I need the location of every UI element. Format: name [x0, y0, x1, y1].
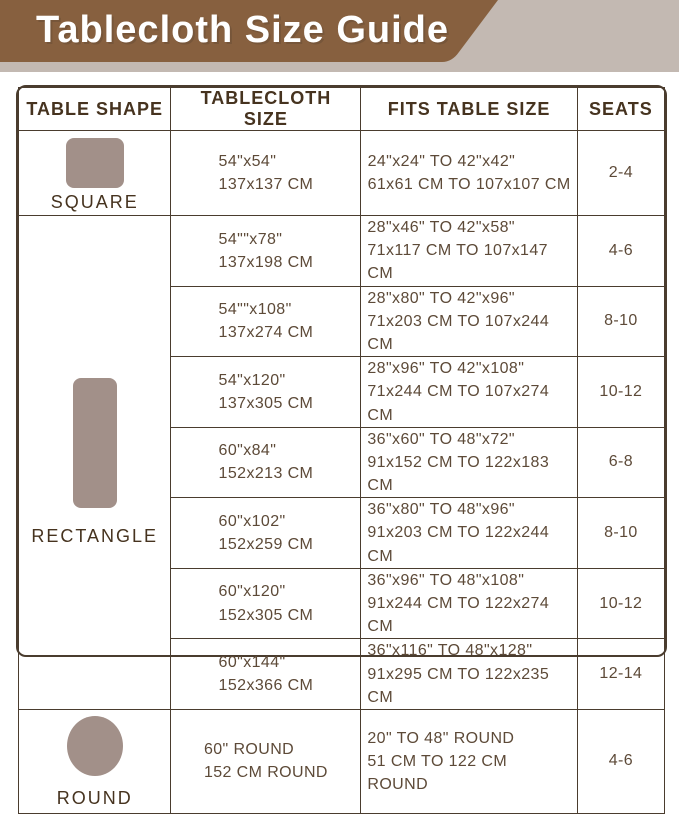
size-inches: 60" ROUND — [203, 741, 295, 759]
size-cm: 137x274 CM — [218, 324, 314, 342]
fits-inches: 36"x96" TO 48"x108" — [367, 571, 525, 589]
size-cm: 137x305 CM — [218, 394, 314, 412]
tablecloth-size-cell — [171, 216, 361, 287]
size-inches: 54""x108" — [218, 301, 292, 319]
shape-label: ROUND — [56, 787, 133, 808]
size-inches: 60"x102" — [218, 512, 286, 530]
col-header-table-shape: TABLE SHAPE — [19, 88, 171, 131]
square-icon — [66, 138, 124, 188]
fits-inches: 28"x46" TO 42"x58" — [367, 219, 516, 236]
col-header-seats: SEATS — [577, 88, 664, 131]
page-title: Tablecloth Size Guide — [36, 9, 450, 51]
table-row — [19, 131, 665, 216]
col-header-tablecloth-size: TABLECLOTH SIZE — [171, 88, 361, 131]
tablecloth-size-cell — [171, 568, 361, 639]
fits-cm: 71x117 CM TO 107x147 CM — [367, 242, 548, 283]
fits-table-size-cell — [361, 709, 577, 813]
shape-label: SQUARE — [50, 192, 139, 212]
fits-inches: 36"x80" TO 48"x96" — [367, 501, 516, 519]
table-row — [19, 709, 665, 813]
fits-table-size-cell — [361, 357, 577, 428]
fits-table-size-cell — [361, 286, 577, 357]
size-cm: 152x259 CM — [218, 536, 314, 554]
fits-cm: 91x295 CM TO 122x235 CM — [367, 665, 550, 706]
circle-icon — [67, 716, 123, 776]
fits-table-size-cell — [361, 639, 577, 710]
fits-cm: 71x244 CM TO 107x274 CM — [367, 383, 550, 424]
seats-cell: 10-12 — [577, 568, 664, 639]
shape-cell-round — [19, 709, 171, 813]
tablecloth-size-cell — [171, 357, 361, 428]
seats-cell: 6-8 — [577, 427, 664, 498]
size-inches: 54""x78" — [218, 230, 283, 248]
fits-cm: 91x203 CM TO 122x244 CM — [367, 524, 550, 565]
fits-inches: 28"x80" TO 42"x96" — [367, 289, 516, 307]
fits-inches: 24"x24" TO 42"x42" — [367, 152, 516, 170]
shape-label: RECTANGLE — [31, 525, 159, 546]
fits-cm: 71x203 CM TO 107x244 CM — [367, 312, 550, 353]
fits-cm: 51 CM TO 122 CM ROUND — [367, 752, 508, 794]
tablecloth-size-cell — [171, 709, 361, 813]
table-header-row — [19, 88, 665, 131]
tablecloth-size-cell — [171, 131, 361, 216]
size-inches: 60"x120" — [218, 583, 286, 601]
seats-cell: 2-4 — [577, 131, 664, 216]
size-guide-table — [18, 87, 665, 814]
fits-table-size-cell — [361, 427, 577, 498]
size-cm: 137x137 CM — [218, 176, 314, 193]
fits-inches: 36"x116" TO 48"x128" — [367, 642, 533, 660]
fits-cm: 91x244 CM TO 122x274 CM — [367, 595, 550, 636]
tablecloth-size-cell — [171, 286, 361, 357]
fits-inches: 28"x96" TO 42"x108" — [367, 360, 525, 378]
size-cm: 152x213 CM — [218, 465, 314, 483]
tablecloth-size-cell — [171, 427, 361, 498]
size-cm: 137x198 CM — [218, 253, 314, 271]
fits-inches: 36"x60" TO 48"x72" — [367, 430, 516, 448]
size-inches: 60"x84" — [218, 442, 277, 460]
size-cm: 152x366 CM — [218, 677, 314, 695]
col-header-fits-table-size: FITS TABLE SIZE — [361, 88, 577, 131]
table-row — [19, 216, 665, 287]
size-inches: 60"x144" — [218, 653, 286, 671]
fits-table-size-cell — [361, 131, 577, 216]
shape-cell-rectangle — [19, 216, 171, 710]
fits-cm: 61x61 CM TO 107x107 CM — [367, 176, 571, 193]
rectangle-icon — [73, 378, 117, 508]
tablecloth-size-cell — [171, 498, 361, 569]
seats-cell: 10-12 — [577, 357, 664, 428]
tablecloth-size-cell — [171, 639, 361, 710]
seats-cell: 4-6 — [577, 216, 664, 287]
fits-table-size-cell — [361, 568, 577, 639]
size-cm: 152 CM ROUND — [203, 764, 328, 782]
size-cm: 152x305 CM — [218, 606, 314, 624]
size-inches: 54"x120" — [218, 371, 286, 389]
seats-cell: 8-10 — [577, 286, 664, 357]
seats-cell: 8-10 — [577, 498, 664, 569]
fits-table-size-cell — [361, 216, 577, 287]
seats-cell: 12-14 — [577, 639, 664, 710]
fits-inches: 20" TO 48" ROUND — [367, 729, 515, 747]
seats-cell: 4-6 — [577, 709, 664, 813]
fits-cm: 91x152 CM TO 122x183 CM — [367, 453, 550, 495]
size-guide-table-frame — [16, 85, 667, 808]
shape-cell-square — [19, 131, 171, 216]
size-inches: 54"x54" — [218, 152, 277, 170]
fits-table-size-cell — [361, 498, 577, 569]
